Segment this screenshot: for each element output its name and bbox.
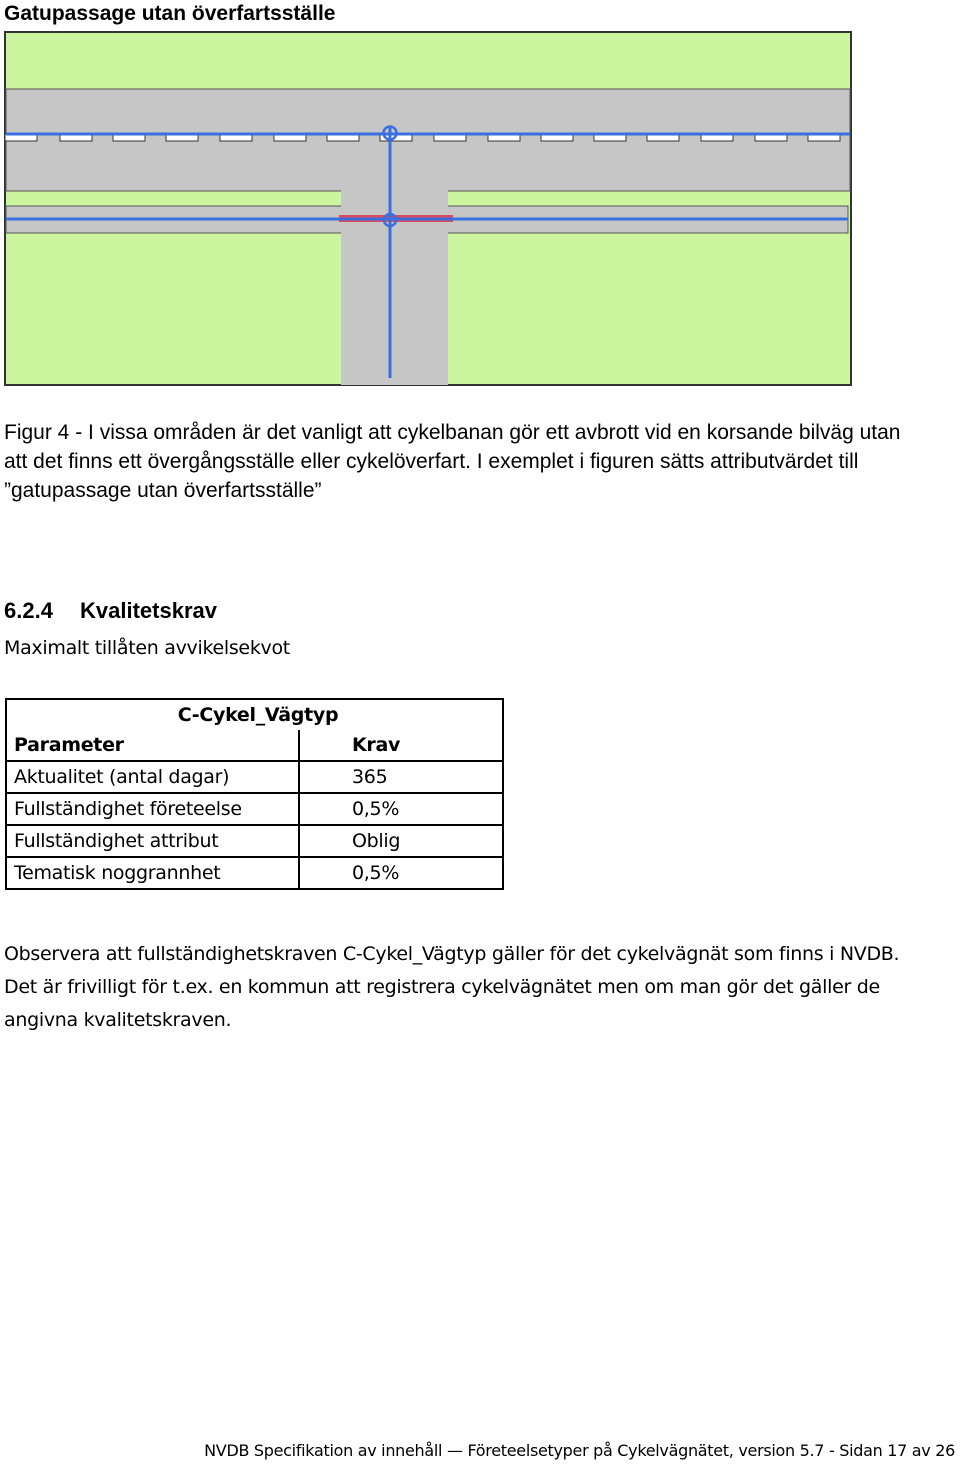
krav-cell: 0,5%: [299, 793, 503, 825]
section-title: Kvalitetskrav: [80, 598, 217, 623]
section-subtitle: Maximalt tillåten avvikelsekvot: [4, 637, 290, 659]
param-cell: Aktualitet (antal dagar): [6, 761, 299, 793]
section-heading: [4, 598, 217, 624]
column-header-krav: Krav: [299, 730, 503, 761]
param-cell: Tematisk noggrannhet: [6, 857, 299, 889]
table-row: [6, 825, 503, 857]
page-heading: Gatupassage utan överfartsställe: [4, 2, 336, 25]
krav-cell: 365: [299, 761, 503, 793]
section-number: 6.2.4: [4, 598, 53, 623]
note-paragraph: Observera att fullständighetskraven C-Cykel_Vägtyp gäller för det cykelvägnät som finns i NVDB. Det är frivilligt för t.ex. en kommun att registrera cykelvägnätet men om man gör det gäller de angivna kvalitetskraven.: [4, 943, 900, 1031]
intersection-figure: [0, 0, 960, 400]
page-footer: NVDB Specifikation av innehåll — Företeelsetyper på Cykelvägnätet, version 5.7 - Sidan 17 av 26: [204, 1441, 955, 1460]
column-header-parameter: Parameter: [6, 730, 299, 761]
table-title-row: [6, 699, 503, 730]
param-cell: Fullständighet företeelse: [6, 793, 299, 825]
figure-caption: Figur 4 - I vissa områden är det vanligt att cykelbanan gör ett avbrott vid en korsande bilväg utan att det finns ett övergångsställe eller cykelöverfart. I exemplet i figuren sätts attributvärdet till ”gatupassage utan överfartsställe”: [4, 421, 901, 502]
table-title: C-Cykel_Vägtyp: [6, 699, 503, 730]
krav-cell: Oblig: [299, 825, 503, 857]
table-row: [6, 793, 503, 825]
table-header-row: [6, 730, 503, 761]
param-cell: Fullständighet attribut: [6, 825, 299, 857]
table-row: [6, 857, 503, 889]
quality-requirements-table: [5, 698, 504, 890]
table-row: [6, 761, 503, 793]
krav-cell: 0,5%: [299, 857, 503, 889]
